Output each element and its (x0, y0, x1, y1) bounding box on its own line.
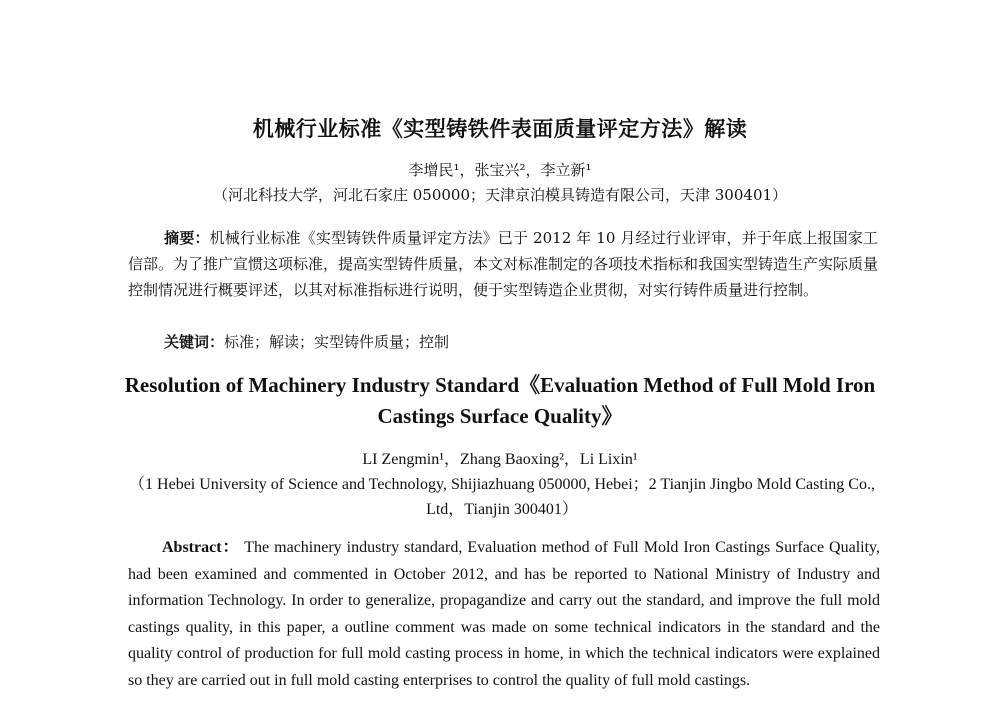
chinese-affiliation: （河北科技大学，河北石家庄 050000；天津京泊模具铸造有限公司，天津 300401） (212, 186, 788, 204)
chinese-keywords-label: 关键词： (164, 333, 225, 351)
chinese-abstract-label: 摘要： (164, 229, 210, 247)
english-title: Resolution of Machinery Industry Standard《Evaluation Method of Full Mold Iron Castings Surface Quality》 (124, 373, 876, 428)
chinese-title: 机械行业标准《实型铸铁件表面质量评定方法》解读 (252, 117, 748, 141)
english-abstract-label: Abstract： (162, 539, 240, 556)
english-abstract (128, 535, 880, 694)
chinese-authors: 李增民¹，张宝兴²，李立新¹ (408, 161, 592, 179)
english-authors: LI Zengmin¹，Zhang Baoxing²，Li Lixin¹ (362, 451, 638, 468)
chinese-abstract-text: 机械行业标准《实型铸铁件质量评定方法》已于 2012 年 10 月经过行业评审，并于年底上报国家工信部。为了推广宣惯这项标准，提高实型铸件质量，本文对标准制定的各项技术指标和我国实型铸造生产实际质量控制情况进行概要评述，以其对标准指标进行说明，便于实型铸造企业贯彻，对实行铸件质量进行控制。 (128, 229, 879, 299)
chinese-abstract (128, 225, 878, 303)
english-affiliation: （1 Hebei University of Science and Technology, Shijiazhuang 050000, Hebei；2 Tianjin Jingbo Mold Casting Co., Ltd，Tianjin 300401） (129, 476, 875, 518)
english-abstract-text: The machinery industry standard, Evaluation method of Full Mold Iron Castings Surface Quality, had been examined and commented in October 2012, and has be reported to National Ministry of Industry and information Technology. In order to generalize, propagandize and carry out the standard, and improve the full mold castings quality, in this paper, a outline comment was made on some technical indicators in the standard and the quality control of production for full mold casting process in home, in which the technical indicators were explained so they are carried out in full mold casting enterprises to control the quality of full mold castings. (128, 539, 880, 689)
chinese-keywords (164, 329, 878, 355)
chinese-keywords-text: 标准；解读；实型铸件质量；控制 (224, 333, 450, 351)
